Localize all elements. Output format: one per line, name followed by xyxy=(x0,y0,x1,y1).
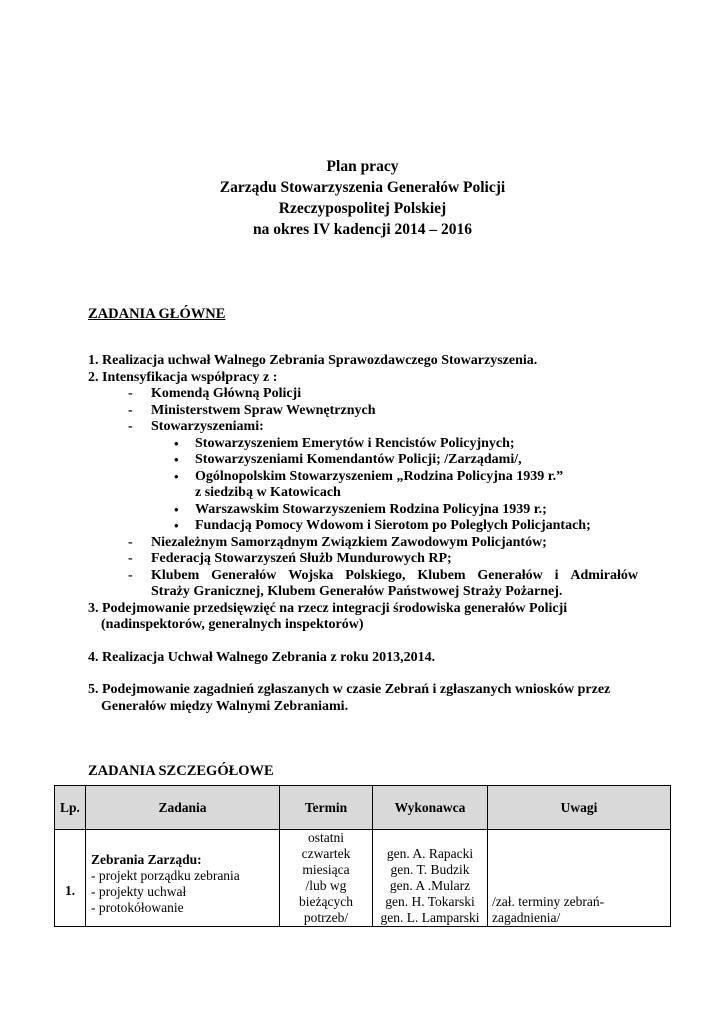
main-task-5-continued: Generałów między Walnymi Zebraniami. xyxy=(101,698,349,714)
cooperation-text: Niezależnym Samorządnym Związkiem Zawodowym Policjantów; xyxy=(151,534,547,550)
task-item: - projekt porządku zebrania xyxy=(91,868,240,883)
association-text: Stowarzyszeniami Komendantów Policji; /Zarządami/, xyxy=(195,452,522,467)
association-item-continued xyxy=(88,485,648,502)
title-line-1: Plan pracy xyxy=(326,158,399,175)
main-task-4: 4. Realizacja Uchwał Walnego Zebrania z roku 2013,2014. xyxy=(88,649,436,665)
main-task-1: 1. Realizacja uchwał Walnego Zebrania Sprawozdawczego Stowarzyszenia. xyxy=(88,353,538,368)
deadline-line: /lub wg xyxy=(305,878,347,893)
cell-notes xyxy=(488,830,671,927)
cell-deadline xyxy=(280,830,373,927)
association-text: Fundacją Pomocy Wdowom i Sierotom po Poległych Policjantach; xyxy=(195,518,591,533)
cooperation-item xyxy=(88,551,648,568)
word: Klubem xyxy=(417,567,466,583)
cooperation-text-justified xyxy=(151,568,638,585)
main-tasks-list xyxy=(88,353,648,715)
word: i xyxy=(554,567,559,583)
executor-name: gen. A .Mularz xyxy=(389,878,471,893)
cooperation-item-continued: Straży Granicznej, Klubem Generałów Państwowej Straży Pożarnej. xyxy=(151,584,563,599)
association-item xyxy=(88,518,648,535)
column-header-notes: Uwagi xyxy=(488,786,671,830)
main-task-3: 3. Podejmowanie przedsięwzięć na rzecz integracji środowiska generałów Policji xyxy=(88,600,568,616)
main-task-2: 2. Intensyfikacja współpracy z : xyxy=(88,369,278,385)
association-text: Stowarzyszeniem Emerytów i Rencistów Policyjnych; xyxy=(195,435,515,451)
executor-name: gen. T. Budzik xyxy=(390,862,470,877)
word: Klubem xyxy=(151,567,200,583)
association-item xyxy=(88,436,648,453)
title-line-4: na okres IV kadencji 2014 – 2016 xyxy=(252,221,473,238)
word: Admirałów xyxy=(570,567,638,583)
cell-lp: 1. xyxy=(55,830,86,927)
column-header-lp: Lp. xyxy=(55,786,86,830)
bullet-icon: • xyxy=(174,501,179,517)
task-item: - protokółowanie xyxy=(91,900,184,915)
main-task-3-continued: (nadinspektorów, generalnych inspektorów) xyxy=(101,617,364,632)
notes-line: zagadnienia/ xyxy=(492,910,561,925)
bullet-icon: • xyxy=(174,452,179,467)
detailed-tasks-heading: ZADANIA SZCZEGÓŁOWE xyxy=(88,763,274,779)
dash-marker: - xyxy=(128,534,133,550)
deadline-line: czwartek xyxy=(301,846,351,861)
deadline-line: miesiąca xyxy=(302,862,350,877)
column-header-executor: Wykonawca xyxy=(373,786,488,830)
word: Polskiego, xyxy=(345,567,406,583)
association-text: z siedzibą w Katowicach xyxy=(195,485,341,500)
notes-line: /zał. terminy zebrań- xyxy=(492,894,605,909)
cooperation-item xyxy=(88,535,648,552)
task-heading: Zebrania Zarządu: xyxy=(91,852,202,867)
main-task-5: 5. Podejmowanie zagadnień zgłaszanych w czasie Zebrań i zgłaszanych wniosków przez xyxy=(88,682,611,697)
cooperation-item xyxy=(88,568,648,585)
cooperation-text: Komendą Główną Policji xyxy=(151,386,302,401)
table-row xyxy=(55,830,671,927)
task-item: - projekty uchwał xyxy=(91,884,187,899)
cooperation-item xyxy=(88,386,648,403)
executor-name: gen. A. Rapacki xyxy=(386,846,474,861)
table-header-row xyxy=(55,786,671,830)
tasks-table xyxy=(54,785,671,927)
word: Generałów xyxy=(211,567,277,583)
association-item xyxy=(88,469,648,486)
cooperation-item xyxy=(88,403,648,420)
dash-marker: - xyxy=(128,402,133,418)
title-line-2: Zarządu Stowarzyszenia Generałów Policji xyxy=(219,179,506,196)
dash-marker: - xyxy=(128,551,133,566)
column-header-deadline: Termin xyxy=(280,786,373,830)
bullet-icon: • xyxy=(174,435,179,451)
cell-executor xyxy=(373,830,488,927)
deadline-line: potrzeb/ xyxy=(303,910,349,925)
dash-marker: - xyxy=(128,567,133,583)
executor-name: gen. H. Tokarski xyxy=(385,894,475,909)
association-text: Warszawskim Stowarzyszeniem Rodzina Policyjna 1939 r.; xyxy=(195,501,547,517)
cooperation-text: Stowarzyszeniami: xyxy=(151,419,264,434)
word: Generałów xyxy=(477,567,543,583)
cooperation-text: Federacją Stowarzyszeń Służb Mundurowych RP; xyxy=(151,551,452,566)
bullet-icon: • xyxy=(174,468,179,484)
cooperation-text: Ministerstwem Spraw Wewnętrznych xyxy=(151,402,376,418)
association-item xyxy=(88,502,648,519)
document-title xyxy=(0,156,725,240)
cell-tasks xyxy=(86,830,280,927)
column-header-tasks: Zadania xyxy=(86,786,280,830)
deadline-line: bieżących xyxy=(299,894,353,909)
bullet-icon: • xyxy=(174,518,179,533)
title-line-3: Rzeczypospolitej Polskiej xyxy=(278,200,447,217)
dash-marker: - xyxy=(128,419,133,434)
word: Wojska xyxy=(288,567,334,583)
association-item xyxy=(88,452,648,469)
association-text: Ogólnopolskim Stowarzyszeniem „Rodzina Policyjna 1939 r.” xyxy=(195,468,564,484)
deadline-line: ostatni xyxy=(308,830,344,845)
dash-marker: - xyxy=(128,386,133,401)
main-tasks-heading: ZADANIA GŁÓWNE xyxy=(88,306,226,322)
executor-name: gen. L. Lamparski xyxy=(380,910,480,925)
cooperation-item xyxy=(88,419,648,436)
